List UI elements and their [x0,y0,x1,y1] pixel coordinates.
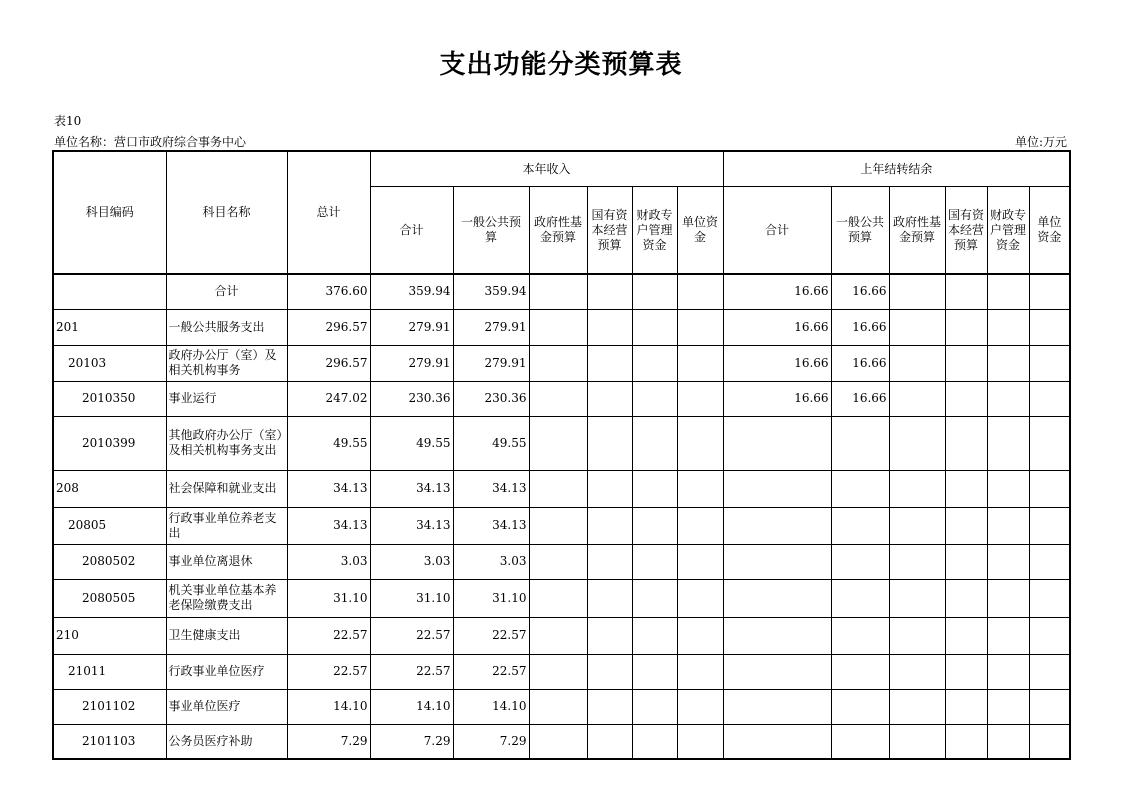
cell-p-total [723,689,831,724]
header-carry-total: 合计 [723,187,831,275]
header-current-income: 本年收入 [370,151,723,187]
cell-empty [677,617,723,654]
cell-total: 34.13 [287,507,370,544]
cell-empty [677,724,723,759]
cell-c-total: 359.94 [370,274,453,309]
cell-empty [945,544,987,579]
header-current-gov-fund: 政府性基金预算 [529,187,587,275]
cell-p-total [723,654,831,689]
cell-p-total [723,579,831,617]
cell-empty [889,724,945,759]
header-carry-special-account: 财政专户管理资金 [987,187,1029,275]
cell-empty [945,274,987,309]
table-body [53,274,1070,759]
cell-empty [587,544,632,579]
cell-empty [529,579,587,617]
cell-empty [529,309,587,345]
cell-p-general [831,724,889,759]
cell-empty [987,274,1029,309]
header-current-unit-funds: 单位资金 [677,187,723,275]
cell-code: 201 [53,309,166,345]
cell-empty [587,617,632,654]
header-carry-state-capital: 国有资本经营预算 [945,187,987,275]
cell-empty [677,416,723,470]
cell-p-general [831,470,889,507]
cell-c-general: 279.91 [453,309,529,345]
cell-c-total: 34.13 [370,470,453,507]
cell-p-total [723,544,831,579]
cell-empty [945,579,987,617]
cell-p-total: 16.66 [723,309,831,345]
cell-name: 公务员医疗补助 [166,724,287,759]
header-carryover: 上年结转结余 [723,151,1070,187]
table-row [53,381,1070,416]
cell-c-total: 34.13 [370,507,453,544]
cell-empty [987,654,1029,689]
cell-total: 296.57 [287,309,370,345]
header-total: 总计 [287,151,370,274]
cell-c-general: 31.10 [453,579,529,617]
cell-total: 22.57 [287,654,370,689]
cell-code: 2080502 [53,544,166,579]
cell-empty [889,274,945,309]
cell-empty [889,507,945,544]
cell-c-general: 3.03 [453,544,529,579]
page-title: 支出功能分类预算表 [439,50,683,80]
cell-empty [1029,470,1070,507]
header-name: 科目名称 [166,151,287,274]
cell-empty [677,654,723,689]
cell-empty [587,724,632,759]
cell-empty [987,507,1029,544]
cell-code [53,274,166,309]
cell-empty [1029,579,1070,617]
cell-c-total: 22.57 [370,654,453,689]
cell-total: 296.57 [287,345,370,381]
cell-empty [889,345,945,381]
cell-empty [1029,507,1070,544]
cell-c-general: 7.29 [453,724,529,759]
cell-empty [677,544,723,579]
cell-empty [1029,309,1070,345]
cell-empty [889,617,945,654]
cell-empty [945,345,987,381]
cell-empty [529,724,587,759]
cell-empty [677,309,723,345]
cell-c-general: 14.10 [453,689,529,724]
cell-p-total [723,617,831,654]
cell-c-total: 279.91 [370,345,453,381]
table-header [53,151,1070,274]
table-row [53,579,1070,617]
cell-name: 事业单位医疗 [166,689,287,724]
cell-p-general [831,689,889,724]
cell-empty [587,579,632,617]
cell-c-total: 14.10 [370,689,453,724]
cell-c-total: 49.55 [370,416,453,470]
cell-empty [1029,345,1070,381]
cell-c-total: 7.29 [370,724,453,759]
cell-code: 2010350 [53,381,166,416]
cell-code: 2101102 [53,689,166,724]
cell-empty [587,416,632,470]
cell-empty [677,345,723,381]
table-row [53,345,1070,381]
cell-empty [677,507,723,544]
cell-total: 49.55 [287,416,370,470]
table-row [53,724,1070,759]
cell-p-general: 16.66 [831,274,889,309]
cell-total: 31.10 [287,579,370,617]
cell-empty [945,416,987,470]
cell-c-general: 359.94 [453,274,529,309]
cell-empty [632,544,677,579]
cell-empty [987,416,1029,470]
cell-name: 行政事业单位养老支出 [166,507,287,544]
cell-empty [1029,416,1070,470]
table-row [53,617,1070,654]
cell-p-general [831,654,889,689]
cell-code: 2080505 [53,579,166,617]
cell-empty [987,579,1029,617]
table-number: 表10 [54,114,82,128]
cell-empty [945,617,987,654]
cell-empty [677,689,723,724]
cell-empty [1029,381,1070,416]
table-row [53,689,1070,724]
cell-p-total [723,470,831,507]
cell-empty [587,345,632,381]
cell-empty [945,654,987,689]
table-row [53,544,1070,579]
cell-c-general: 230.36 [453,381,529,416]
cell-empty [987,470,1029,507]
cell-empty [1029,724,1070,759]
cell-empty [1029,689,1070,724]
cell-name: 事业单位离退休 [166,544,287,579]
cell-total: 247.02 [287,381,370,416]
cell-empty [987,381,1029,416]
cell-c-total: 22.57 [370,617,453,654]
cell-empty [1029,544,1070,579]
cell-empty [632,689,677,724]
cell-empty [889,579,945,617]
cell-total: 376.60 [287,274,370,309]
cell-code: 208 [53,470,166,507]
header-current-general: 一般公共预算 [453,187,529,275]
cell-p-general: 16.66 [831,345,889,381]
header-current-special-account: 财政专户管理资金 [632,187,677,275]
header-carry-general: 一般公共预算 [831,187,889,275]
cell-c-total: 279.91 [370,309,453,345]
cell-p-general [831,507,889,544]
cell-p-general: 16.66 [831,381,889,416]
table-row [53,470,1070,507]
cell-code: 20805 [53,507,166,544]
cell-p-total [723,507,831,544]
cell-empty [889,381,945,416]
cell-total: 22.57 [287,617,370,654]
cell-p-total [723,724,831,759]
cell-empty [677,470,723,507]
cell-empty [945,724,987,759]
cell-total: 7.29 [287,724,370,759]
table-row [53,309,1070,345]
cell-empty [889,689,945,724]
cell-empty [529,274,587,309]
cell-empty [529,381,587,416]
cell-empty [632,507,677,544]
cell-name: 其他政府办公厅（室）及相关机构事务支出 [166,416,287,470]
cell-empty [632,579,677,617]
cell-c-total: 230.36 [370,381,453,416]
cell-empty [529,345,587,381]
cell-name: 政府办公厅（室）及相关机构事务 [166,345,287,381]
cell-empty [1029,654,1070,689]
cell-empty [945,309,987,345]
cell-name: 机关事业单位基本养老保险缴费支出 [166,579,287,617]
cell-empty [987,617,1029,654]
table-row [53,274,1070,309]
cell-c-general: 34.13 [453,507,529,544]
cell-empty [587,381,632,416]
cell-empty [529,654,587,689]
cell-name: 社会保障和就业支出 [166,470,287,507]
cell-p-general [831,544,889,579]
cell-c-general: 279.91 [453,345,529,381]
cell-empty [632,381,677,416]
currency-unit: 单位:万元 [1014,135,1067,149]
cell-empty [677,579,723,617]
cell-empty [587,654,632,689]
cell-empty [889,654,945,689]
cell-name: 合计 [166,274,287,309]
cell-empty [529,544,587,579]
cell-empty [945,381,987,416]
cell-name: 事业运行 [166,381,287,416]
cell-empty [529,507,587,544]
cell-empty [587,470,632,507]
cell-empty [889,309,945,345]
cell-empty [529,470,587,507]
cell-c-general: 22.57 [453,654,529,689]
cell-empty [632,654,677,689]
cell-p-general [831,617,889,654]
cell-empty [987,345,1029,381]
cell-empty [1029,274,1070,309]
cell-p-total [723,416,831,470]
cell-empty [632,617,677,654]
header-code: 科目编码 [53,151,166,274]
cell-empty [632,309,677,345]
cell-empty [945,507,987,544]
cell-empty [587,507,632,544]
cell-empty [529,689,587,724]
cell-empty [945,470,987,507]
cell-empty [987,544,1029,579]
cell-empty [987,689,1029,724]
cell-c-general: 49.55 [453,416,529,470]
cell-empty [529,617,587,654]
cell-code: 20103 [53,345,166,381]
cell-p-general [831,579,889,617]
cell-empty [987,724,1029,759]
cell-name: 卫生健康支出 [166,617,287,654]
cell-c-total: 31.10 [370,579,453,617]
cell-empty [632,416,677,470]
cell-p-general: 16.66 [831,309,889,345]
unit-name: 单位名称：营口市政府综合事务中心 [54,135,247,149]
cell-empty [632,274,677,309]
cell-empty [1029,617,1070,654]
cell-empty [632,724,677,759]
cell-p-total: 16.66 [723,274,831,309]
table-row [53,507,1070,544]
cell-code: 21011 [53,654,166,689]
cell-empty [987,309,1029,345]
cell-p-total: 16.66 [723,345,831,381]
budget-table [52,150,1071,760]
cell-code: 210 [53,617,166,654]
cell-total: 14.10 [287,689,370,724]
cell-c-general: 34.13 [453,470,529,507]
cell-empty [889,470,945,507]
header-carry-gov-fund: 政府性基金预算 [889,187,945,275]
cell-empty [632,470,677,507]
cell-empty [587,309,632,345]
table-row [53,654,1070,689]
cell-empty [587,274,632,309]
header-carry-unit-funds: 单位资金 [1029,187,1070,275]
cell-empty [677,274,723,309]
cell-name: 一般公共服务支出 [166,309,287,345]
cell-empty [529,416,587,470]
cell-c-general: 22.57 [453,617,529,654]
cell-c-total: 3.03 [370,544,453,579]
cell-p-total: 16.66 [723,381,831,416]
cell-empty [587,689,632,724]
cell-p-general [831,416,889,470]
cell-empty [889,416,945,470]
cell-total: 3.03 [287,544,370,579]
cell-name: 行政事业单位医疗 [166,654,287,689]
cell-code: 2010399 [53,416,166,470]
cell-empty [945,689,987,724]
cell-empty [632,345,677,381]
table-row [53,416,1070,470]
header-current-state-capital: 国有资本经营预算 [587,187,632,275]
cell-empty [677,381,723,416]
header-current-total: 合计 [370,187,453,275]
cell-total: 34.13 [287,470,370,507]
cell-empty [889,544,945,579]
cell-code: 2101103 [53,724,166,759]
